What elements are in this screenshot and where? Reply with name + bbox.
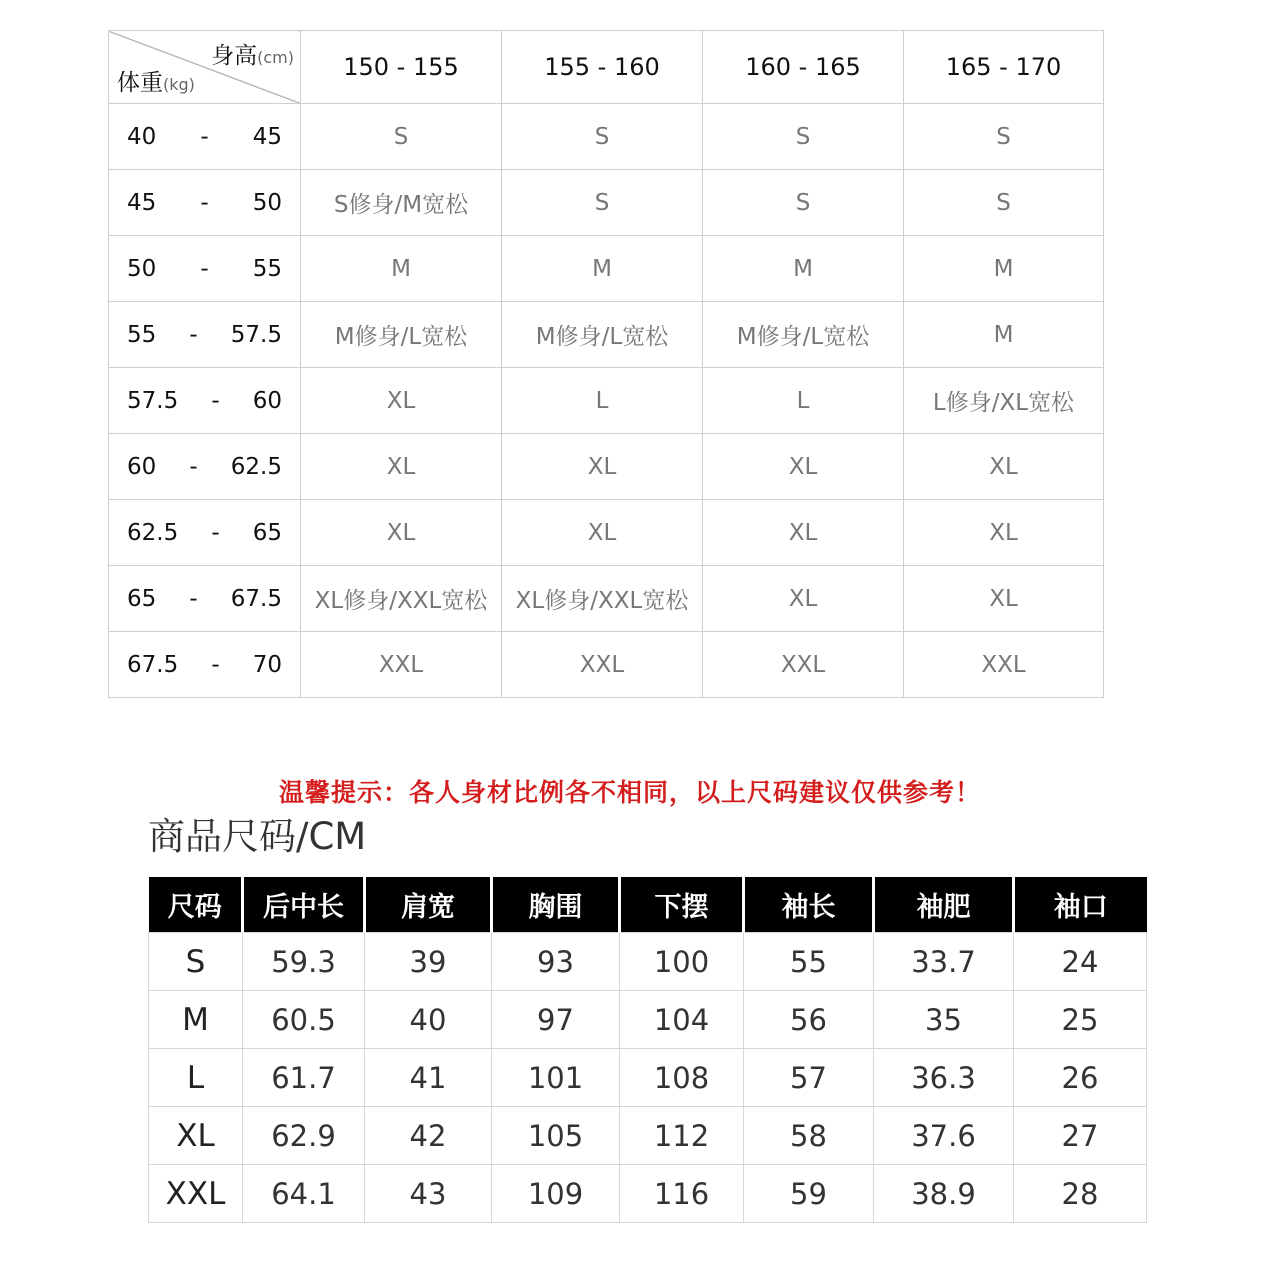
- recommended-size-cell: XXL: [301, 632, 502, 698]
- weight-dash: -: [211, 387, 220, 414]
- recommended-size-cell: M修身/L宽松: [703, 302, 904, 368]
- spec-value-cell: 55: [744, 933, 874, 991]
- weight-to: 65: [252, 519, 282, 546]
- recommended-size-cell: XL: [904, 434, 1104, 500]
- weight-dash: -: [189, 453, 198, 480]
- height-column-header: 155 - 160: [502, 31, 703, 104]
- spec-value-cell: 33.7: [874, 933, 1014, 991]
- spec-column-header: 下摆: [620, 877, 744, 933]
- weight-to: 62.5: [230, 453, 282, 480]
- recommended-size-cell: M: [904, 302, 1104, 368]
- spec-column-header: 肩宽: [365, 877, 492, 933]
- product-size-title: 商品尺码/CM: [148, 815, 367, 858]
- spec-value-cell: 104: [620, 991, 744, 1049]
- recommended-size-cell: M: [703, 236, 904, 302]
- spec-row: [149, 1165, 1147, 1223]
- weight-range-cell: [109, 632, 301, 698]
- spec-value-cell: 112: [620, 1107, 744, 1165]
- recommended-size-cell: XL: [703, 500, 904, 566]
- weight-row: [109, 566, 1104, 632]
- weight-dash: -: [189, 585, 198, 612]
- weight-range-cell: [109, 500, 301, 566]
- weight-dash: -: [200, 189, 209, 216]
- weight-to: 60: [252, 387, 282, 414]
- recommended-size-cell: XL: [703, 434, 904, 500]
- spec-value-cell: 57: [744, 1049, 874, 1107]
- weight-to: 45: [252, 123, 282, 150]
- spec-size-cell: M: [149, 991, 243, 1049]
- recommended-size-cell: XL: [301, 434, 502, 500]
- weight-from: 45: [127, 189, 157, 216]
- recommended-size-cell: XL: [904, 566, 1104, 632]
- spec-value-cell: 105: [492, 1107, 620, 1165]
- weight-to: 50: [252, 189, 282, 216]
- recommended-size-cell: M修身/L宽松: [301, 302, 502, 368]
- spec-value-cell: 59.3: [243, 933, 365, 991]
- weight-row: [109, 632, 1104, 698]
- recommended-size-cell: M修身/L宽松: [502, 302, 703, 368]
- weight-from: 62.5: [127, 519, 179, 546]
- spec-value-cell: 101: [492, 1049, 620, 1107]
- spec-value-cell: 56: [744, 991, 874, 1049]
- weight-range-cell: [109, 302, 301, 368]
- spec-value-cell: 37.6: [874, 1107, 1014, 1165]
- spec-value-cell: 43: [365, 1165, 492, 1223]
- recommended-size-cell: S: [904, 104, 1104, 170]
- weight-range-cell: [109, 566, 301, 632]
- spec-value-cell: 61.7: [243, 1049, 365, 1107]
- recommended-size-cell: S: [703, 104, 904, 170]
- spec-value-cell: 116: [620, 1165, 744, 1223]
- spec-header-row: [149, 877, 1147, 933]
- spec-value-cell: 36.3: [874, 1049, 1014, 1107]
- recommended-size-cell: S: [904, 170, 1104, 236]
- weight-range-cell: [109, 104, 301, 170]
- spec-value-cell: 24: [1014, 933, 1147, 991]
- spec-value-cell: 28: [1014, 1165, 1147, 1223]
- recommended-size-cell: M: [502, 236, 703, 302]
- recommended-size-cell: XXL: [703, 632, 904, 698]
- recommended-size-cell: M: [301, 236, 502, 302]
- weight-to: 70: [252, 651, 282, 678]
- size-notice: 温馨提示：各人身材比例各不相同，以上尺码建议仅供参考！: [278, 778, 981, 807]
- recommended-size-cell: XXL: [502, 632, 703, 698]
- weight-dash: -: [200, 123, 209, 150]
- weight-to: 67.5: [230, 585, 282, 612]
- weight-range-cell: [109, 368, 301, 434]
- weight-row: [109, 500, 1104, 566]
- spec-column-header: 袖口: [1014, 877, 1147, 933]
- spec-value-cell: 27: [1014, 1107, 1147, 1165]
- weight-from: 67.5: [127, 651, 179, 678]
- spec-size-cell: L: [149, 1049, 243, 1107]
- spec-value-cell: 58: [744, 1107, 874, 1165]
- recommended-size-cell: S: [502, 170, 703, 236]
- recommended-size-cell: XL: [301, 368, 502, 434]
- weight-dash: -: [211, 651, 220, 678]
- weight-row: [109, 302, 1104, 368]
- weight-row: [109, 236, 1104, 302]
- recommended-size-cell: S: [301, 104, 502, 170]
- weight-from: 65: [127, 585, 157, 612]
- spec-value-cell: 35: [874, 991, 1014, 1049]
- height-column-header: 165 - 170: [904, 31, 1104, 104]
- recommended-size-cell: S修身/M宽松: [301, 170, 502, 236]
- weight-label: 体重(kg): [117, 70, 195, 96]
- spec-value-cell: 40: [365, 991, 492, 1049]
- recommended-size-cell: XL修身/XXL宽松: [502, 566, 703, 632]
- spec-row: [149, 991, 1147, 1049]
- height-header-row: [109, 31, 1104, 104]
- recommended-size-cell: XXL: [904, 632, 1104, 698]
- spec-row: [149, 933, 1147, 991]
- recommended-size-cell: XL: [703, 566, 904, 632]
- height-column-header: 150 - 155: [301, 31, 502, 104]
- recommended-size-cell: XL修身/XXL宽松: [301, 566, 502, 632]
- weight-from: 40: [127, 123, 157, 150]
- recommended-size-cell: S: [502, 104, 703, 170]
- spec-column-header: 袖长: [744, 877, 874, 933]
- spec-value-cell: 25: [1014, 991, 1147, 1049]
- spec-value-cell: 60.5: [243, 991, 365, 1049]
- spec-column-header: 胸围: [492, 877, 620, 933]
- spec-value-cell: 38.9: [874, 1165, 1014, 1223]
- spec-row: [149, 1049, 1147, 1107]
- spec-value-cell: 108: [620, 1049, 744, 1107]
- recommended-size-cell: XL: [904, 500, 1104, 566]
- spec-value-cell: 39: [365, 933, 492, 991]
- spec-column-header: 后中长: [243, 877, 365, 933]
- recommended-size-cell: L: [703, 368, 904, 434]
- weight-from: 55: [127, 321, 157, 348]
- weight-from: 60: [127, 453, 157, 480]
- weight-row: [109, 434, 1104, 500]
- corner-cell: [109, 31, 301, 104]
- weight-dash: -: [211, 519, 220, 546]
- recommended-size-cell: L: [502, 368, 703, 434]
- spec-column-header: 袖肥: [874, 877, 1014, 933]
- recommended-size-cell: XL: [502, 434, 703, 500]
- weight-to: 57.5: [230, 321, 282, 348]
- spec-value-cell: 64.1: [243, 1165, 365, 1223]
- weight-to: 55: [252, 255, 282, 282]
- spec-row: [149, 1107, 1147, 1165]
- weight-dash: -: [200, 255, 209, 282]
- spec-size-cell: XXL: [149, 1165, 243, 1223]
- recommended-size-cell: S: [703, 170, 904, 236]
- size-recommendation-table: [108, 30, 1104, 698]
- weight-row: [109, 368, 1104, 434]
- spec-value-cell: 59: [744, 1165, 874, 1223]
- spec-value-cell: 100: [620, 933, 744, 991]
- spec-value-cell: 109: [492, 1165, 620, 1223]
- weight-row: [109, 104, 1104, 170]
- weight-row: [109, 170, 1104, 236]
- weight-range-cell: [109, 434, 301, 500]
- recommended-size-cell: XL: [301, 500, 502, 566]
- spec-column-header: 尺码: [149, 877, 243, 933]
- height-label: 身高(cm): [211, 43, 294, 69]
- spec-value-cell: 41: [365, 1049, 492, 1107]
- spec-value-cell: 26: [1014, 1049, 1147, 1107]
- recommended-size-cell: L修身/XL宽松: [904, 368, 1104, 434]
- recommended-size-cell: XL: [502, 500, 703, 566]
- height-column-header: 160 - 165: [703, 31, 904, 104]
- spec-size-cell: XL: [149, 1107, 243, 1165]
- product-size-table: [148, 877, 1147, 1223]
- spec-size-cell: S: [149, 933, 243, 991]
- weight-range-cell: [109, 236, 301, 302]
- spec-value-cell: 97: [492, 991, 620, 1049]
- weight-from: 57.5: [127, 387, 179, 414]
- weight-range-cell: [109, 170, 301, 236]
- weight-dash: -: [189, 321, 198, 348]
- spec-value-cell: 93: [492, 933, 620, 991]
- spec-value-cell: 42: [365, 1107, 492, 1165]
- recommended-size-cell: M: [904, 236, 1104, 302]
- weight-from: 50: [127, 255, 157, 282]
- spec-value-cell: 62.9: [243, 1107, 365, 1165]
